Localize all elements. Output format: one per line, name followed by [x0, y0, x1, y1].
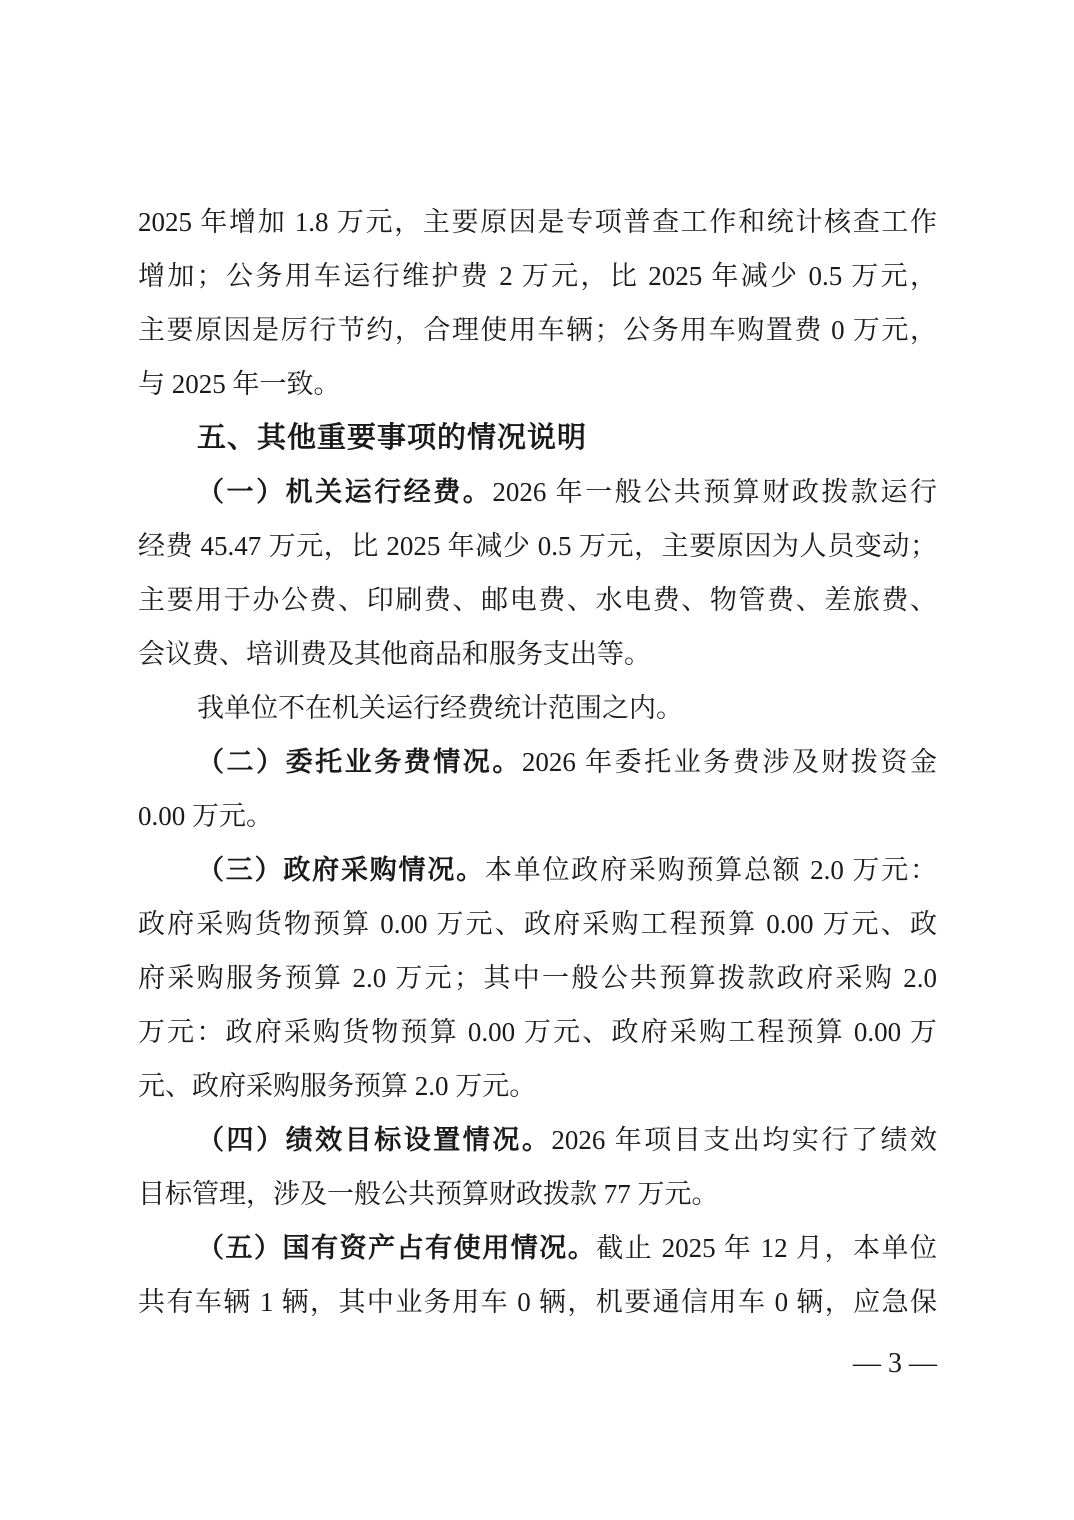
text-line: 增加；公务用车运行维护费 2 万元，比 2025 年减少 0.5 万元，	[138, 261, 937, 291]
text-line: 主要原因是厉行节约，合理使用车辆；公务用车购置费 0 万元，	[138, 315, 937, 345]
paragraph-lead: （一）机关运行经费。	[197, 477, 493, 507]
paragraph-lead: （四）绩效目标设置情况。	[197, 1125, 552, 1155]
text-line: （三）政府采购情况。本单位政府采购预算总额 2.0 万元：	[197, 855, 937, 885]
text-line: 会议费、培训费及其他商品和服务支出等。	[138, 639, 651, 669]
text-line: 府采购服务预算 2.0 万元；其中一般公共预算拨款政府采购 2.0	[138, 963, 937, 993]
paragraph-lead: （三）政府采购情况。	[197, 855, 485, 885]
text-line: 万元：政府采购货物预算 0.00 万元、政府采购工程预算 0.00 万	[138, 1017, 937, 1047]
page-footer	[853, 1348, 937, 1380]
text-line: 0.00 万元。	[138, 801, 273, 831]
text-line: 与 2025 年一致。	[138, 369, 341, 399]
text-line: （五）国有资产占有使用情况。截止 2025 年 12 月，本单位	[197, 1233, 937, 1263]
text-line: 2025 年增加 1.8 万元，主要原因是专项普查工作和统计核查工作	[138, 207, 937, 237]
text-line: （一）机关运行经费。2026 年一般公共预算财政拨款运行	[197, 477, 937, 507]
paragraph-lead: （二）委托业务费情况。	[197, 747, 522, 777]
text-line: （四）绩效目标设置情况。2026 年项目支出均实行了绩效	[197, 1125, 937, 1155]
text-line: 共有车辆 1 辆，其中业务用车 0 辆，机要通信用车 0 辆，应急保	[138, 1287, 937, 1317]
text-line: 元、政府采购服务预算 2.0 万元。	[138, 1071, 537, 1101]
section-heading: 五、其他重要事项的情况说明	[197, 422, 588, 454]
text-line: 政府采购货物预算 0.00 万元、政府采购工程预算 0.00 万元、政	[138, 909, 937, 939]
paragraph-lead: （五）国有资产占有使用情况。	[197, 1233, 597, 1263]
text-line: 主要用于办公费、印刷费、邮电费、水电费、物管费、差旅费、	[138, 585, 937, 615]
text-line: 目标管理，涉及一般公共预算财政拨款 77 万元。	[138, 1179, 719, 1209]
text-line: 我单位不在机关运行经费统计范围之内。	[197, 693, 683, 723]
page-number: — 3 —	[853, 1348, 937, 1379]
text-line: （二）委托业务费情况。2026 年委托业务费涉及财拨资金	[197, 747, 937, 777]
document-body	[138, 195, 937, 1329]
text-line: 经费 45.47 万元，比 2025 年减少 0.5 万元，主要原因为人员变动；	[138, 531, 937, 561]
